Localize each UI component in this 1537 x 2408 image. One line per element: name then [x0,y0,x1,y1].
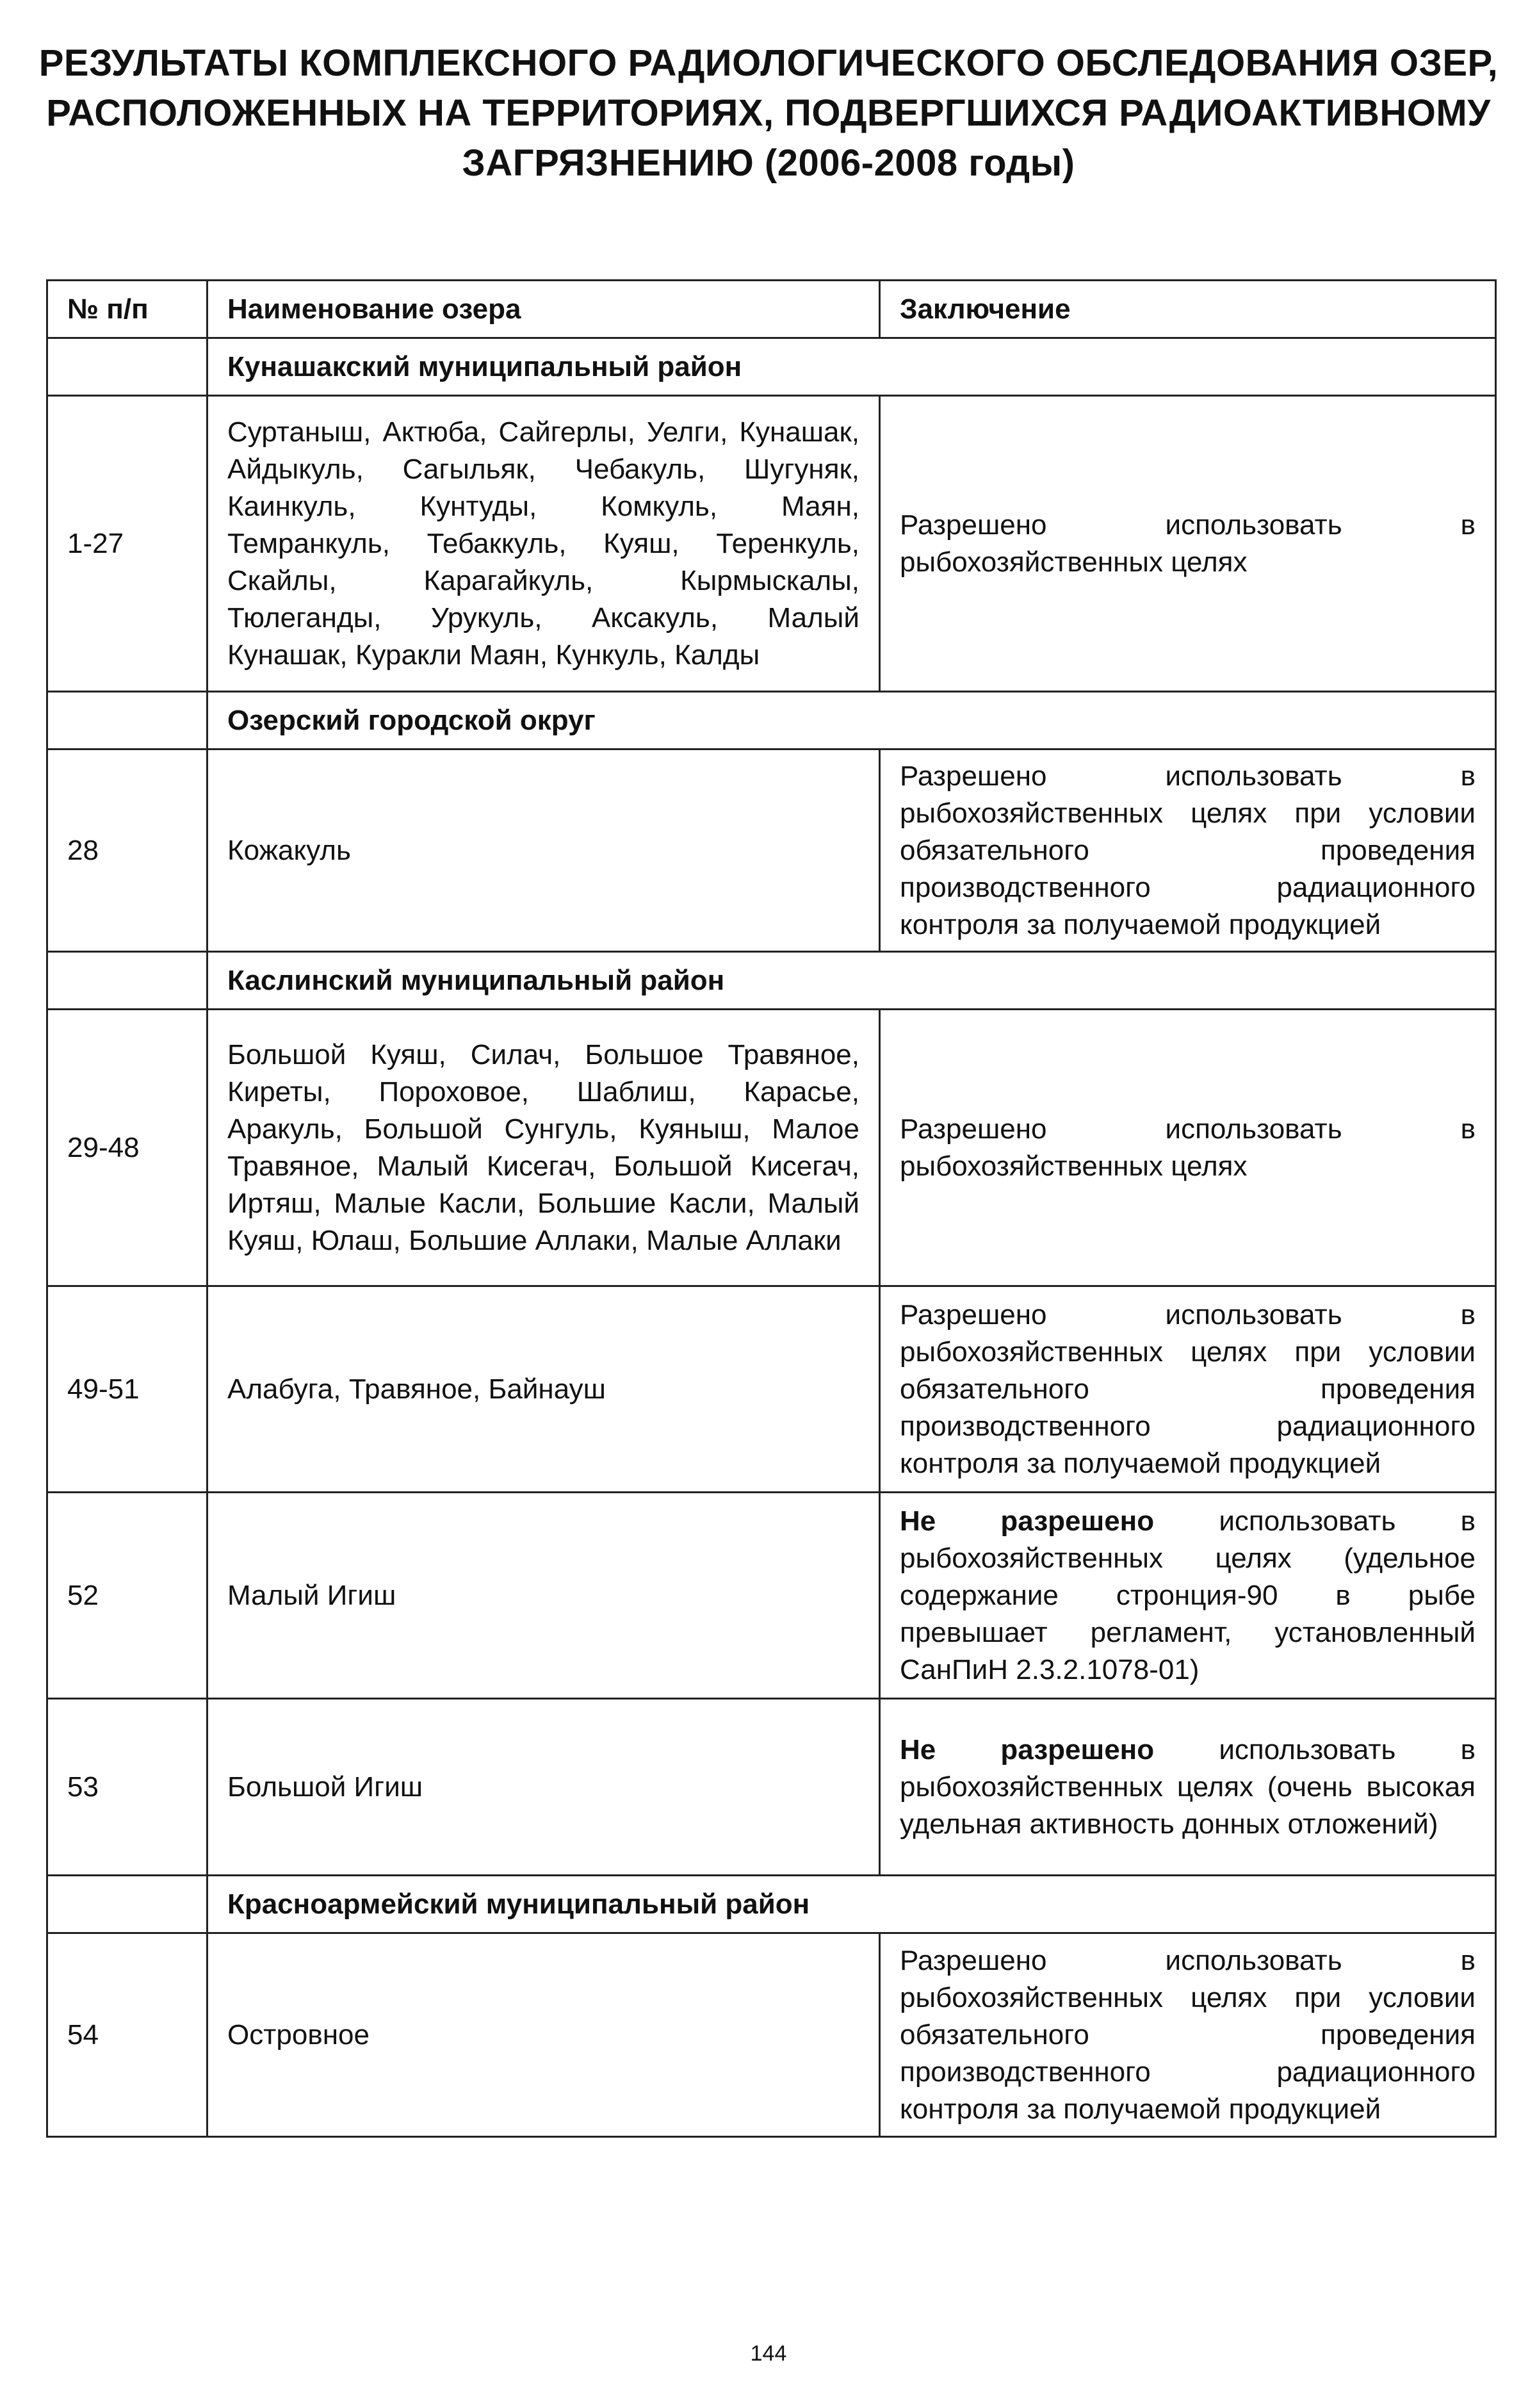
row-result [880,1493,1496,1699]
row-result [880,396,1496,692]
group-empty-cell [880,692,1496,749]
header-num: № п/п [47,281,207,338]
table-row [47,1286,1496,1493]
table-row [47,1933,1496,2137]
row-result-text: Разрешено использовать в рыбохозяйственных целях при условии обязательного проведения производственного радиационного контроля за получаемой продукцией [900,1944,1476,2125]
group-empty-cell [880,952,1496,1010]
row-num: 1-27 [47,396,207,692]
group-num-cell [47,1876,207,1933]
row-lakes: Кожакуль [207,749,880,952]
group-empty-cell [880,1876,1496,1933]
group-num-cell [47,952,207,1010]
group-name: Красноармейский муниципальный район [207,1876,880,1933]
table-row [47,1493,1496,1699]
row-result-text: Разрешено использовать в рыбохозяйственных целях [900,1113,1476,1182]
row-lakes: Алабуга, Травяное, Байнауш [207,1286,880,1493]
group-row-kasli [47,952,1496,1010]
row-num: 52 [47,1493,207,1699]
row-result-bold: Не разрешено [900,1733,1155,1765]
row-result [880,1933,1496,2137]
group-name: Кунашакский муниципальный район [207,338,880,396]
row-num: 54 [47,1933,207,2137]
row-result-text: использовать в рыбохозяйственных целях (очень высокая удельная активность донных отложений) [900,1733,1476,1840]
group-row-krasnoarmeysky [47,1876,1496,1933]
table-row [47,749,1496,952]
row-lakes: Островное [207,1933,880,2137]
row-lakes: Большой Куяш, Силач, Большое Травяное, Киреты, Пороховое, Шаблиш, Карасье, Аракуль, Большой Сунгуль, Куяныш, Малое Травяное, Малый Кисегач, Большой Кисегач, Иртяш, Малые Касли, Большие Касли, Малый Куяш, Юлаш, Большие Аллаки, Малые Аллаки [207,1010,880,1286]
page-title [38,38,1499,188]
group-row-ozersk [47,692,1496,749]
row-result [880,1286,1496,1493]
row-lakes: Малый Игиш [207,1493,880,1699]
table-header-row [47,281,1496,338]
group-name: Озерский городской округ [207,692,880,749]
row-result [880,1010,1496,1286]
title-line-2: РАСПОЛОЖЕННЫХ НА ТЕРРИТОРИЯХ, ПОДВЕРГШИХСЯ РАДИОАКТИВНОМУ [46,92,1491,134]
row-result-text: использовать в рыбохозяйственных целях (удельное содержание стронция-90 в рыбе превышает регламент, установленный СанПиН 2.3.2.1078-01) [900,1505,1476,1685]
table-row [47,396,1496,692]
row-lakes: Большой Игиш [207,1699,880,1876]
group-name: Каслинский муниципальный район [207,952,880,1010]
row-result-text: Разрешено использовать в рыбохозяйственных целях [900,509,1476,578]
row-result [880,1699,1496,1876]
group-num-cell [47,692,207,749]
lakes-table [46,279,1497,2138]
page-number: 144 [750,2341,787,2366]
group-num-cell [47,338,207,396]
table-row [47,1699,1496,1876]
row-result-bold: Не разрешено [900,1505,1155,1537]
table-row [47,1010,1496,1286]
row-lakes: Суртаныш, Актюба, Сайгерлы, Уелги, Кунашак, Айдыкуль, Сагыльяк, Чебакуль, Шугуняк, Каинкуль, Кунтуды, Комкуль, Маян, Темранкуль, Тебаккуль, Куяш, Теренкуль, Скайлы, Карагайкуль, Кырмыскалы, Тюлеганды, Урукуль, Аксакуль, Малый Кунашак, Куракли Маян, Кункуль, Калды [207,396,880,692]
title-line-1: РЕЗУЛЬТАТЫ КОМПЛЕКСНОГО РАДИОЛОГИЧЕСКОГО ОБСЛЕДОВАНИЯ ОЗЕР, [38,42,1499,84]
row-result-text: Разрешено использовать в рыбохозяйственных целях при условии обязательного проведения производственного радиационного контроля за получаемой продукцией [900,760,1476,940]
row-num: 53 [47,1699,207,1876]
header-name: Наименование озера [207,281,880,338]
row-result-text: Разрешено использовать в рыбохозяйственных целях при условии обязательного проведения производственного радиационного контроля за получаемой продукцией [900,1298,1476,1479]
group-empty-cell [880,338,1496,396]
row-num: 28 [47,749,207,952]
group-row-kunashak [47,338,1496,396]
row-result [880,749,1496,952]
title-line-3: ЗАГРЯЗНЕНИЮ (2006-2008 годы) [462,142,1075,184]
row-num: 49-51 [47,1286,207,1493]
header-result: Заключение [880,281,1496,338]
row-num: 29-48 [47,1010,207,1286]
